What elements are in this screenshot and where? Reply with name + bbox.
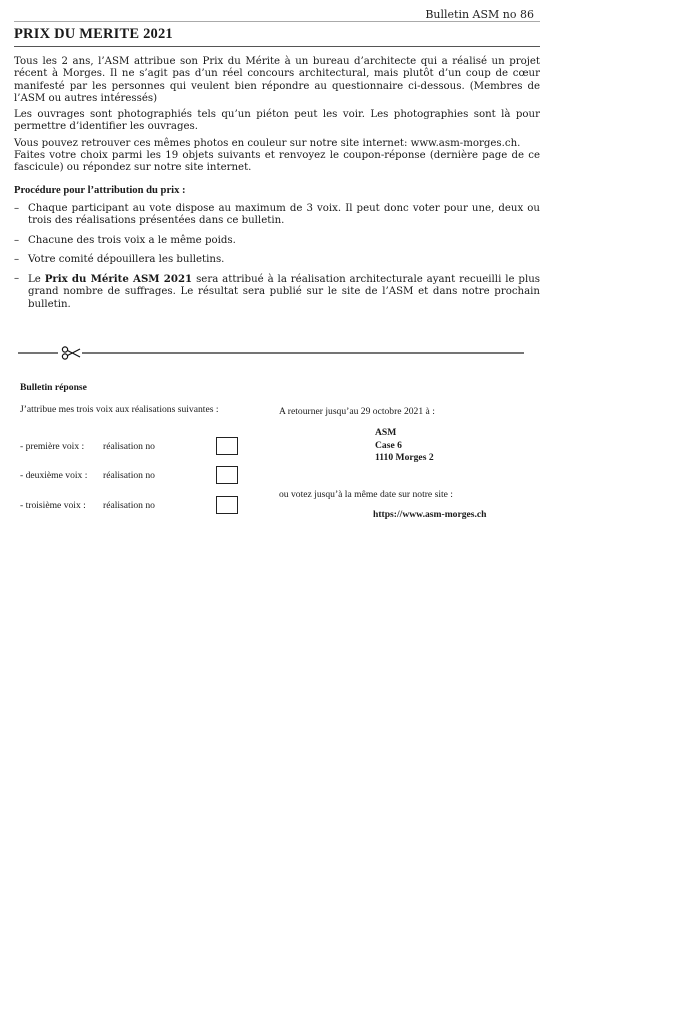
vote-1-number-box[interactable] — [216, 437, 238, 455]
vote-field-label: réalisation no — [103, 441, 155, 452]
vote-field-label: réalisation no — [103, 500, 155, 511]
page-title: PRIX DU MERITE 2021 — [14, 26, 173, 42]
website-link[interactable]: https://www.asm-morges.ch — [373, 509, 487, 520]
publication-label: Bulletin ASM no 86 — [425, 8, 534, 21]
article-body — [14, 56, 540, 318]
postal-address — [375, 427, 434, 465]
online-vote-label: ou votez jusqu’à la même date sur notre site : — [279, 489, 453, 500]
cut-line — [18, 346, 524, 360]
address-line-3: 1110 Morges 2 — [375, 452, 434, 463]
vote-2-number-box[interactable] — [216, 466, 238, 484]
address-line-1: ASM — [375, 427, 397, 438]
address-line-2: Case 6 — [375, 439, 402, 451]
intro-paragraph-4: Faites votre choix parmi les 19 objets suivants et renvoyez le coupon-réponse (dernière page de ce fascicule) ou répondez sur notre site internet. — [14, 150, 540, 174]
procedure-item-2: – Chacune des trois voix a le même poids. — [14, 235, 540, 247]
vote-label: - première voix : — [20, 441, 85, 452]
procedure-item-4-pre: Le — [28, 274, 45, 286]
return-deadline: A retourner jusqu’au 29 octobre 2021 à : — [279, 406, 435, 417]
procedure-item-1: – Chaque participant au vote dispose au maximum de 3 voix. Il peut donc voter pour une, deux ou trois des réalisations présentées dans ce bulletin. — [14, 203, 540, 228]
procedure-heading: Procédure pour l’attribution du prix : — [14, 184, 186, 196]
coupon-title: Bulletin réponse — [20, 382, 87, 393]
procedure-list — [14, 203, 540, 311]
intro-paragraph-2: Les ouvrages sont photographiés tels qu’un piéton peut les voir. Les photographies sont là pour permettre d’identifier les ouvrages. — [14, 109, 540, 133]
prize-name: Prix du Mérite ASM 2021 — [44, 273, 193, 286]
vote-label: - deuxième voix : — [20, 470, 88, 481]
vote-3-number-box[interactable] — [216, 496, 238, 514]
header-divider — [14, 21, 540, 22]
intro-paragraph-1: Tous les 2 ans, l’ASM attribue son Prix du Mérite à un bureau d’architecte qui a réalisé un projet récent à Morges. Il ne s’agit pas d’un réel concours architectural, mais plutôt d’un coup de cœur manifesté par les personnes qui veulent bien répondre au questionnaire ci-dessous. (Membres de l’ASM ou autres intéressés) — [14, 56, 540, 104]
procedure-item-4 — [14, 273, 540, 311]
coupon-intro: J’attribue mes trois voix aux réalisations suivantes : — [20, 404, 219, 415]
vote-field-label: réalisation no — [103, 470, 155, 481]
procedure-item-4-post: sera attribué à la réalisation architecturale ayant recueilli le plus grand nombre de suffrages. Le résultat sera publié sur le site de l’ASM et dans notre prochain bulletin. — [28, 274, 540, 310]
scissors-icon — [58, 347, 82, 359]
vote-label: - troisième voix : — [20, 500, 86, 511]
procedure-item-3: – Votre comité dépouillera les bulletins. — [14, 254, 540, 266]
title-divider — [14, 46, 540, 47]
intro-paragraph-3: Vous pouvez retrouver ces mêmes photos en couleur sur notre site internet: www.asm-morges.ch. — [14, 137, 521, 149]
